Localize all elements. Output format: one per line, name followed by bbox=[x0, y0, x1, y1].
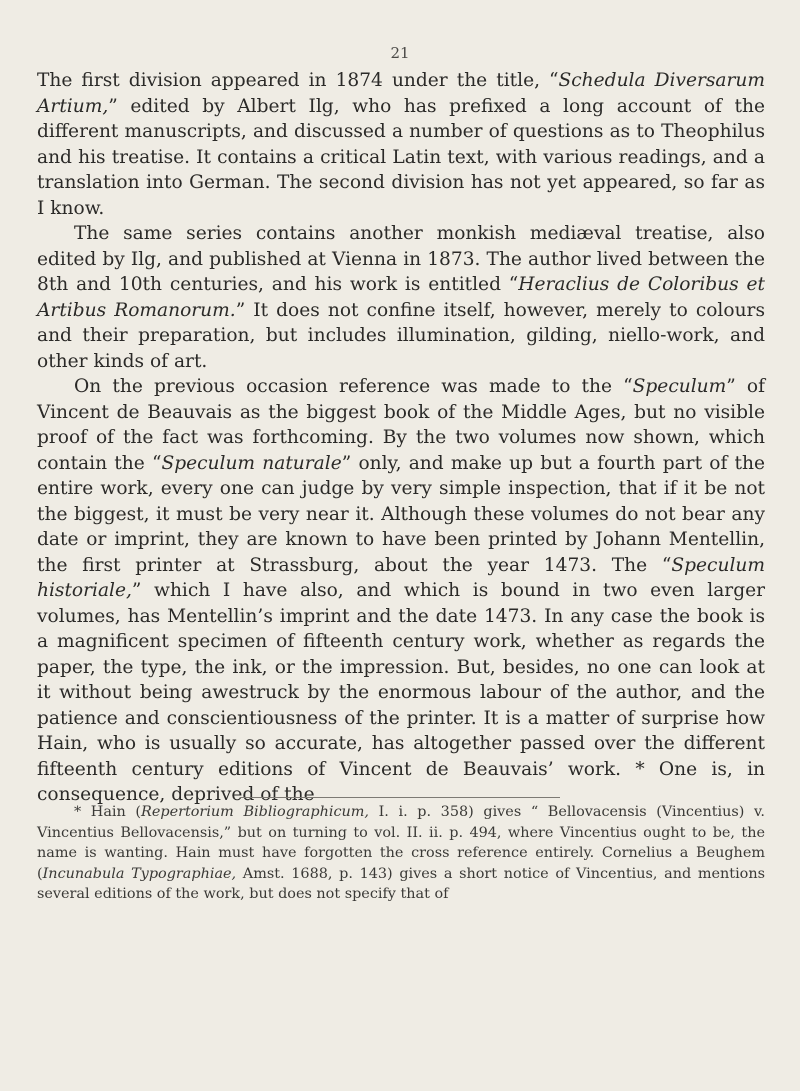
paragraph-2-text-2: ” It does not confine itself, however, merely to colours and their preparation, but includes illumination, gilding, niello-work, and other kinds of art. bbox=[37, 299, 765, 372]
paragraph-2 bbox=[37, 221, 765, 374]
paragraph-1 bbox=[37, 68, 765, 221]
footnote-text-3: Amst. 1688, p. 143) gives a short notice of Vincentius, and mentions several editions of the work, but does not specify that of bbox=[37, 865, 765, 902]
paragraph-3-title-speculum-naturale: Speculum naturale bbox=[161, 452, 342, 474]
footnote-title-repertorium: Repertorium Bibliographicum, bbox=[141, 804, 370, 820]
body-text bbox=[37, 68, 765, 808]
paragraph-3-title-speculum-historiale: Speculum historiale, bbox=[37, 554, 765, 601]
paragraph-1-text-2: ” edited by Albert Ilg, who has prefixed a long account of the different manuscripts, and discussed a number of questions as to Theophilus and his treatise. It contains a critical Latin text, with various readings, and a translation into German. The second division has not yet appeared, so far as I know. bbox=[37, 95, 765, 219]
page-number: 21 bbox=[390, 44, 410, 62]
paragraph-2-text-1: The same series contains another monkish mediæval treatise, also edited by Ilg, and published at Vienna in 1873. The author lived between the 8th and 10th centuries, and his work is entitled “ bbox=[37, 223, 765, 295]
footnote-paragraph bbox=[37, 802, 765, 905]
paragraph-1-text-1: The first division appeared in 1874 under the title, “ bbox=[37, 70, 559, 91]
footnote-divider bbox=[240, 797, 560, 798]
paragraph-2-title-heraclius: Heraclius de Coloribus et Artibus Romanorum. bbox=[37, 274, 765, 321]
paragraph-3-text-2: ” of Vincent de Beauvais as the biggest book of the Middle Ages, but no visible proof of the fact was forthcoming. By the two volumes now shown, which contain the “ bbox=[37, 376, 766, 474]
paragraph-3-text-3: ” only, and make up but a fourth part of the entire work, every one can judge by very simple inspection, that if it be not the biggest, it must be very near it. Although these volumes do not bear any date or imprint, they are known to have been printed by Johann Mentellin, the first printer at Strassburg, about the year 1473. The “ bbox=[37, 452, 766, 576]
paragraph-1-title-schedula: Schedula Diversarum Artium, bbox=[37, 70, 765, 117]
paragraph-3 bbox=[37, 374, 765, 808]
paragraph-3-text-1: On the previous occasion reference was made to the “ bbox=[74, 376, 633, 397]
footnote-text-2: I. i. p. 358) gives “ Bellovacensis (Vincentius) v. Vincentius Bellovacensis,” but on turning to vol. II. ii. p. 494, where Vincentius ought to be, the name is wanting. Hain must have forgotten the cross reference entirely. Cornelius a Beughem ( bbox=[37, 804, 765, 882]
footnote-title-incunabula: Incunabula Typographiae, bbox=[42, 865, 237, 882]
paragraph-3-text-4: ” which I have also, and which is bound in two even larger volumes, has Mentellin’s imprint and the date 1473. In any case the book is a magnificent specimen of fifteenth century work, whether as regards the paper, the type, the ink, or the impression. But, besides, no one can look at it without being awestruck by the enormous labour of the author, and the patience and conscientiousness of the printer. It is a matter of surprise how Hain, who is usually so accurate, has altogether passed over the different fifteenth century editions of Vincent de Beauvais’ work. * One is, in consequence, deprived of the bbox=[37, 580, 765, 805]
paragraph-3-title-speculum: Speculum bbox=[632, 376, 727, 397]
footnote-text-1: * Hain ( bbox=[74, 804, 142, 820]
footnote bbox=[37, 802, 765, 905]
